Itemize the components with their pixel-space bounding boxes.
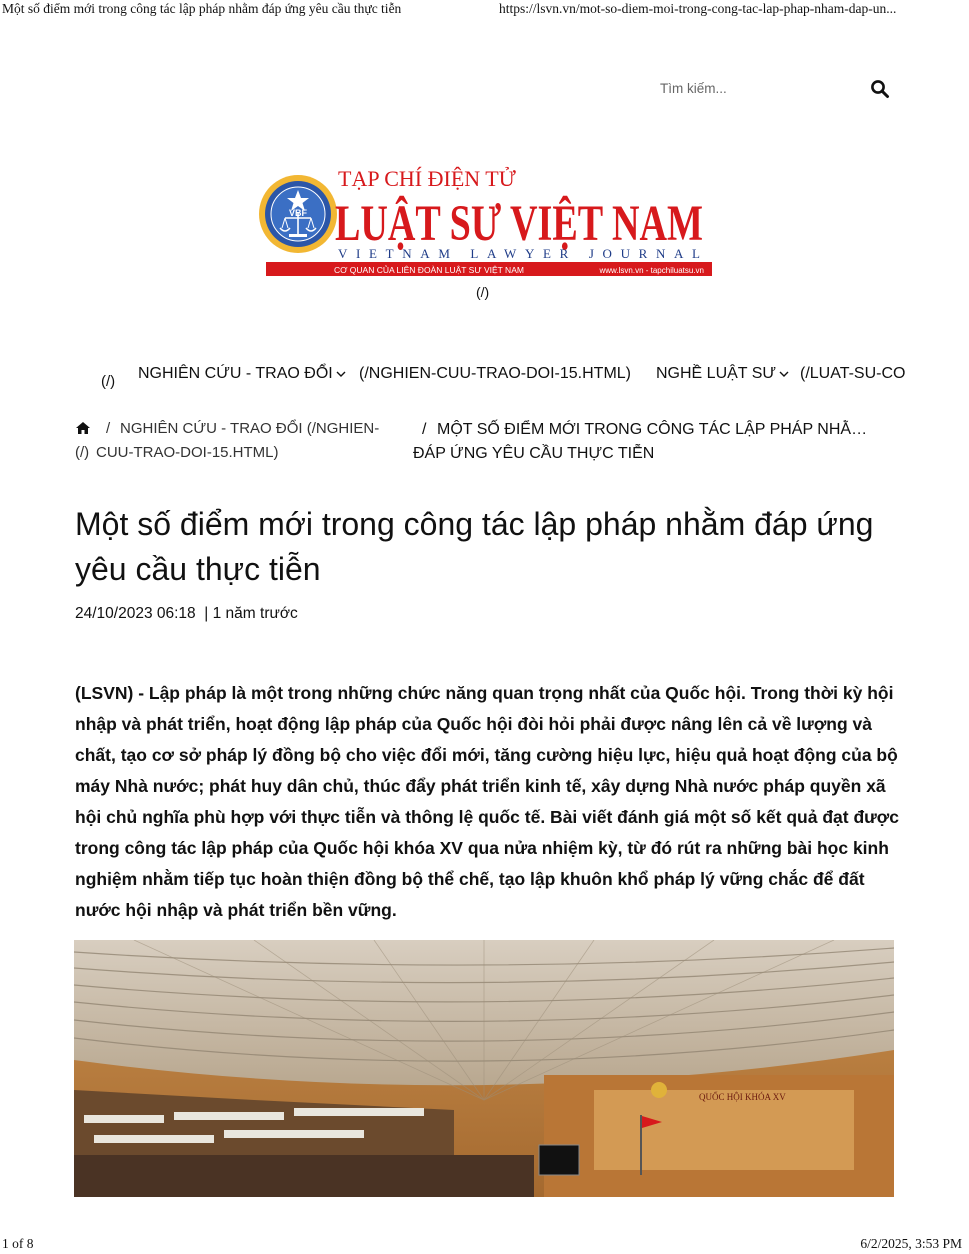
print-page-url: https://lsvn.vn/mot-so-diem-moi-trong-cong-tac-lap-phap-nham-dap-un... [499, 1, 897, 16]
print-datetime: 6/2/2025, 3:53 PM [860, 1236, 962, 1251]
breadcrumb-section-link[interactable]: NGHIÊN CỨU - TRAO ĐỔI (/NGHIEN- [120, 420, 380, 437]
article-ago: | 1 năm trước [204, 605, 298, 622]
article-photo[interactable] [74, 940, 894, 1197]
logo-agency: CƠ QUAN CỦA LIÊN ĐOÀN LUẬT SƯ VIỆT NAM [334, 265, 524, 275]
main-nav [0, 365, 969, 390]
breadcrumb-separator: / [106, 420, 111, 437]
chevron-down-icon [779, 370, 789, 378]
logo-link-text[interactable]: (/) [476, 284, 490, 300]
nav-item-research[interactable] [138, 365, 348, 383]
breadcrumb-section-link-cont[interactable]: CUU-TRAO-DOI-15.HTML) [96, 444, 279, 461]
logo-subtitle: VIETNAM LAWYER JOURNAL [338, 246, 700, 261]
search-icon[interactable] [870, 79, 890, 99]
nav-item-lawyer-label: NGHỀ LUẬT SƯ [656, 365, 777, 382]
search-input[interactable] [658, 76, 840, 100]
emblem-text: VBF [289, 208, 307, 218]
logo-name: LUẬT SƯ VIỆT NAM [335, 196, 703, 252]
breadcrumb-current-cont: ĐÁP ỨNG YÊU CẦU THỰC TIỄN [413, 445, 655, 462]
nav-home-link[interactable]: (/) [101, 373, 116, 390]
chevron-down-icon [336, 370, 346, 378]
breadcrumb-current: MỘT SỐ ĐIỂM MỚI TRONG CÔNG TÁC LẬP PHÁP NHẰ… [437, 421, 868, 438]
print-page-number: 1 of 8 [2, 1236, 34, 1251]
print-page-title: Một số điểm mới trong công tác lập pháp nhằm đáp ứng yêu cầu thực tiễn [2, 1, 402, 16]
nav-item-lawyer-link[interactable]: (/LUAT-SU-CO [800, 365, 906, 382]
home-icon[interactable] [75, 421, 91, 435]
article-date: 24/10/2023 06:18 [75, 605, 196, 622]
article-lead: (LSVN) - Lập pháp là một trong những chức năng quan trọng nhất của Quốc hội. Trong thời kỳ hội nhập và phát triển, hoạt động lập pháp của Quốc hội đòi hỏi phải được nâng lên cả về lượng và chất, tạo cơ sở pháp lý đồng bộ cho việc đổi mới, tăng cường hiệu lực, hiệu quả hoạt động của bộ máy Nhà nước; phát huy dân chủ, thúc đẩy phát triển kinh tế, xây dựng Nhà nước pháp quyền xã hội chủ nghĩa phù hợp với thực tiễn và thông lệ quốc tế. Bài viết đánh giá một số kết quả đạt được trong công tác lập pháp của Quốc hội khóa XV qua nửa nhiệm kỳ, từ đó rút ra những bài học kinh nghiệm nhằm tiếp tục hoàn thiện đồng bộ thể chế, tạo lập khuôn khổ pháp lý vững chắc để đất nước hội nhập và phát triển bền vững. [75, 683, 899, 920]
nav-item-research-link[interactable]: (/NGHIEN-CUU-TRAO-DOI-15.HTML) [359, 365, 631, 382]
logo-top-line: TẠP CHÍ ĐIỆN TỬ [338, 166, 516, 191]
nav-item-lawyer[interactable] [656, 365, 791, 383]
article-meta [75, 605, 298, 623]
article-title: Một số điểm mới trong công tác lập pháp nhằm đáp ứng yêu cầu thực tiễn [75, 506, 874, 587]
breadcrumb-separator: / [422, 421, 427, 438]
vbf-emblem-icon [259, 175, 337, 253]
nav-item-research-label: NGHIÊN CỨU - TRAO ĐỔI [138, 365, 333, 382]
logo-sites: www.lsvn.vn - tapchiluatsu.vn [599, 266, 704, 275]
photo-banner: QUỐC HỘI KHÓA XV [699, 1092, 786, 1102]
site-logo[interactable] [258, 162, 714, 280]
breadcrumb-home-link[interactable]: (/) [75, 444, 90, 461]
print-header [0, 1, 969, 19]
search-box [658, 76, 898, 102]
